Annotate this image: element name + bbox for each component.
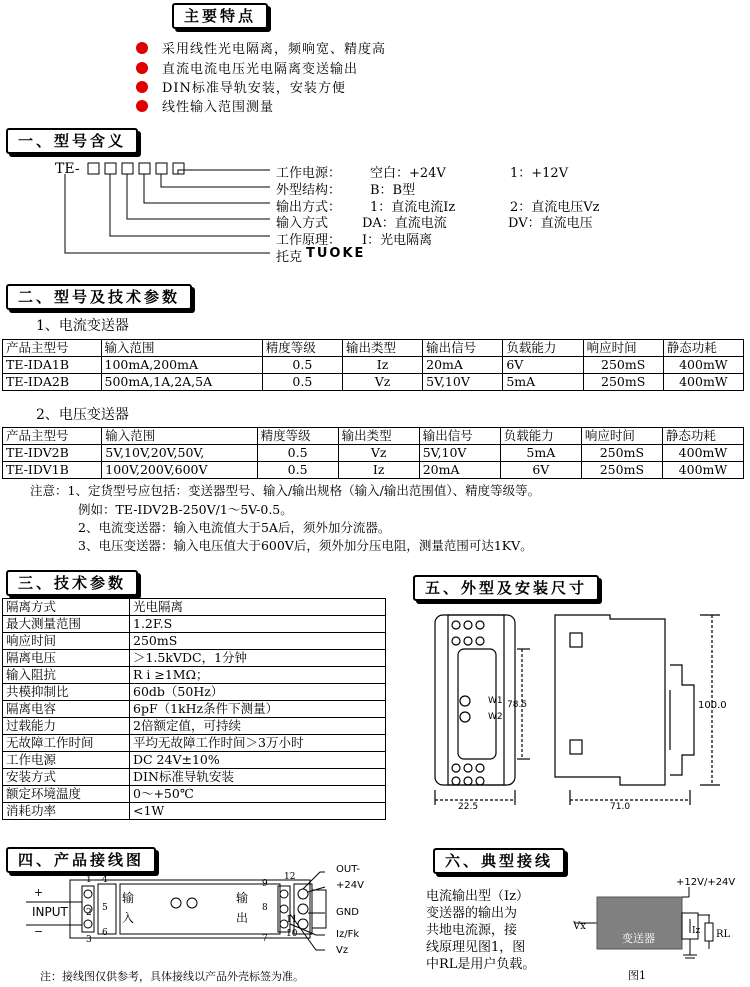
param-name-cell: 隔离方式	[3, 599, 130, 616]
typical-text-line: 中RL是用户负载。	[426, 957, 536, 972]
dimension-label: 100.0	[698, 700, 727, 711]
param-name-cell: 工作电源	[3, 752, 130, 769]
model-line-label: 工作电源：	[276, 166, 342, 181]
param-value-cell: ＞1.5kVDC，1分钟	[130, 650, 386, 667]
model-line-value: 2：直流电压Vz	[510, 200, 600, 215]
input-minus-label: −	[34, 925, 44, 938]
terminal-label: Vz	[336, 945, 349, 956]
dimension-drawing	[420, 605, 740, 815]
table-cell: 250mS	[583, 374, 663, 391]
header-cell: 静态功耗	[662, 428, 743, 445]
wiring-note: 注：接线图仅供参考，具体接线以产品外壳标签为准。	[40, 970, 304, 983]
typical-text-line: 电流输出型（Iz）	[426, 889, 529, 904]
param-name-cell: 隔离电压	[3, 650, 130, 667]
pin-number: 1	[86, 875, 92, 885]
param-name-cell: 响应时间	[3, 633, 130, 650]
param-value-cell: 2倍额定值，可持续	[130, 718, 386, 735]
header-cell: 输出信号	[423, 340, 503, 357]
pin-number: 7	[262, 934, 268, 944]
typical-text-line: 变送器的输出为	[426, 906, 518, 921]
led-label: W2	[488, 712, 503, 722]
param-value-cell: 0～+50℃	[130, 786, 386, 803]
header-cell: 精度等级	[262, 340, 342, 357]
pin-number: 4	[102, 875, 108, 885]
table-cell: 100V,200V,600V	[102, 462, 257, 479]
param-name-cell: 最大测量范围	[3, 616, 130, 633]
table-row	[3, 616, 386, 633]
param-value-cell: R i ≥1MΩ；	[130, 667, 386, 684]
dimension-label: 78.5	[507, 700, 528, 710]
model-meaning-heading: 一、型号含义	[6, 128, 138, 154]
table-row	[3, 684, 386, 701]
note-line: 例如：TE-IDV2B-250V/1～5V-0.5。	[78, 502, 293, 517]
table-cell: 250mS	[583, 357, 663, 374]
param-name-cell: 安装方式	[3, 769, 130, 786]
param-value-cell: 光电隔离	[130, 599, 386, 616]
figure-caption: 图1	[628, 969, 646, 982]
param-value-cell: 1.2F.S	[130, 616, 386, 633]
table-cell: 0.5	[262, 357, 342, 374]
dimensions-heading: 五、外型及安装尺寸	[413, 575, 599, 601]
terminal-label: GND	[336, 907, 359, 918]
table-cell: TE-IDV1B	[3, 462, 102, 479]
table-header-row	[3, 340, 744, 357]
table-cell: 0.5	[257, 462, 338, 479]
model-line-value: I：光电隔离	[362, 233, 433, 248]
table-cell: 250mS	[581, 462, 662, 479]
input-plus-label: +	[34, 886, 44, 899]
table-row	[3, 650, 386, 667]
table-cell: Vz	[338, 445, 419, 462]
param-name-cell: 额定环境温度	[3, 786, 130, 803]
features-heading: 主要特点	[172, 3, 268, 29]
header-cell: 输入范围	[102, 428, 257, 445]
table-cell: 5V,10V	[419, 445, 500, 462]
table-row	[3, 599, 386, 616]
table-cell: 5V,10V,20V,50V,	[102, 445, 257, 462]
table-cell: 400mW	[663, 357, 743, 374]
typical-text-line: 线原理见图1，图	[426, 940, 526, 955]
header-cell: 输出信号	[419, 428, 500, 445]
model-line-value: 1：+12V	[510, 166, 569, 181]
current-transmitter-table	[2, 339, 744, 391]
led-label: W1	[488, 696, 503, 706]
table-cell: TE-IDA2B	[3, 374, 102, 391]
table-header-row	[3, 428, 744, 445]
model-line-value: B：B型	[370, 183, 416, 198]
supply-label: +12V/+24V	[676, 877, 736, 888]
param-value-cell: <1W	[130, 803, 386, 820]
table-cell: Iz	[342, 357, 422, 374]
typical-wiring-heading: 六、典型接线	[433, 848, 565, 874]
table-cell: Vz	[342, 374, 422, 391]
table-cell: 0.5	[257, 445, 338, 462]
iz-label: Iz	[692, 926, 701, 936]
table-row	[3, 633, 386, 650]
table-cell: 250mS	[581, 445, 662, 462]
param-value-cell: 250mS	[130, 633, 386, 650]
output-side-label: 输出	[236, 891, 249, 925]
bullet-icon	[136, 62, 148, 74]
pin-number: 12	[284, 872, 296, 882]
table-row	[3, 735, 386, 752]
table-row	[3, 718, 386, 735]
param-value-cell: DIN标准导轨安装	[130, 769, 386, 786]
table-cell: 20mA	[423, 357, 503, 374]
feature-item: 直流电流电压光电隔离变送输出	[162, 62, 359, 77]
table-cell: 500mA,1A,2A,5A	[101, 374, 262, 391]
pin-number: 11	[286, 915, 298, 925]
param-name-cell: 输入阻抗	[3, 667, 130, 684]
terminal-label: +24V	[336, 880, 364, 891]
param-value-cell: 平均无故障工作时间＞3万小时	[130, 735, 386, 752]
brand-text: TUOKE	[306, 246, 366, 261]
table-cell: 5V,10V	[423, 374, 503, 391]
param-name-cell: 隔离电容	[3, 701, 130, 718]
header-cell: 负载能力	[500, 428, 581, 445]
feature-item: DIN标准导轨安装，安装方便	[162, 81, 346, 96]
header-cell: 产品主型号	[3, 428, 102, 445]
header-cell: 静态功耗	[663, 340, 743, 357]
model-line-label: 外型结构：	[276, 183, 342, 198]
table-cell: 5mA	[503, 374, 583, 391]
header-cell: 产品主型号	[3, 340, 102, 357]
param-value-cell: 6pF（1kHz条件下测量）	[130, 701, 386, 718]
table-row	[3, 374, 744, 391]
table-cell: 6V	[500, 462, 581, 479]
pin-number: 3	[86, 935, 92, 945]
current-transmitter-subheading: 1、电流变送器	[36, 318, 129, 334]
table-row	[3, 667, 386, 684]
wiring-heading: 四、产品接线图	[6, 847, 156, 873]
feature-item: 线性输入范围测量	[162, 100, 275, 115]
table-cell: 400mW	[662, 462, 743, 479]
specs-heading: 二、型号及技术参数	[6, 284, 192, 310]
model-line-label: 工作原理：	[276, 233, 342, 248]
table-cell: 5mA	[500, 445, 581, 462]
model-line-label: 输出方式：	[276, 200, 342, 215]
table-row	[3, 752, 386, 769]
tech-params-table	[2, 598, 386, 820]
table-cell: 20mA	[419, 462, 500, 479]
param-name-cell: 无故障工作时间	[3, 735, 130, 752]
bullet-icon	[136, 81, 148, 93]
param-value-cell: DC 24V±10%	[130, 752, 386, 769]
header-cell: 输出类型	[342, 340, 422, 357]
param-value-cell: 60db（50Hz）	[130, 684, 386, 701]
header-cell: 精度等级	[257, 428, 338, 445]
input-side-label: 输入	[122, 891, 135, 925]
table-row	[3, 786, 386, 803]
bullet-icon	[136, 100, 148, 112]
table-cell: 400mW	[663, 374, 743, 391]
table-cell: Iz	[338, 462, 419, 479]
voltage-transmitter-table	[2, 427, 744, 479]
tech-params-heading: 三、技术参数	[6, 570, 138, 596]
input-label: INPUT	[32, 905, 68, 919]
vx-label: Vx	[573, 921, 586, 932]
table-cell: 100mA,200mA	[101, 357, 262, 374]
table-cell: 400mW	[662, 445, 743, 462]
param-name-cell: 过载能力	[3, 718, 130, 735]
voltage-transmitter-subheading: 2、电压变送器	[36, 407, 129, 423]
rl-label: RL	[716, 929, 731, 940]
table-cell: 6V	[503, 357, 583, 374]
model-line-value: DA：直流电流	[362, 216, 447, 231]
pin-number: 2	[86, 908, 92, 918]
terminal-label: Iz/Fk	[336, 929, 360, 940]
note-line: 3、电压变送器：输入电压值大于600V后，须外加分压电阻，测量范围可达1KV。	[78, 538, 533, 553]
table-cell: TE-IDV2B	[3, 445, 102, 462]
dimension-label: 22.5	[458, 802, 479, 812]
header-cell: 输入范围	[101, 340, 262, 357]
table-cell: 0.5	[262, 374, 342, 391]
feature-item: 采用线性光电隔离，频响宽、精度高	[162, 42, 387, 57]
param-name-cell: 消耗功率	[3, 803, 130, 820]
header-cell: 负载能力	[503, 340, 583, 357]
table-row	[3, 701, 386, 718]
transmitter-box-label: 变送器	[622, 932, 655, 945]
table-cell: TE-IDA1B	[3, 357, 102, 374]
model-line-label: 托克	[276, 250, 303, 265]
param-name-cell: 共模抑制比	[3, 684, 130, 701]
header-cell: 响应时间	[581, 428, 662, 445]
pin-number: 10	[286, 929, 298, 939]
table-row	[3, 803, 386, 820]
table-row	[3, 462, 744, 479]
typical-circuit-figure	[565, 875, 745, 975]
dimension-label: 71.0	[610, 802, 631, 812]
model-line-value: DV：直流电压	[508, 216, 593, 231]
terminal-label: OUT-	[336, 864, 360, 875]
bullet-icon	[136, 42, 148, 54]
header-cell: 输出类型	[338, 428, 419, 445]
typical-text-line: 共地电流源，接	[426, 923, 518, 938]
header-cell: 响应时间	[583, 340, 663, 357]
pin-number: 8	[262, 903, 268, 913]
pin-number: 6	[102, 928, 108, 938]
table-row	[3, 445, 744, 462]
model-line-value: 1：直流电流Iz	[370, 200, 456, 215]
model-line-value: 空白：+24V	[370, 166, 446, 181]
pin-number: 5	[102, 903, 108, 913]
pin-number: 9	[262, 879, 268, 889]
note-line: 注意：1、定货型号应包括：变送器型号、输入/输出规格（输入/输出范围值）、精度等级等。	[30, 483, 541, 498]
table-row	[3, 357, 744, 374]
note-line: 2、电流变送器：输入电流值大于5A后，须外加分流器。	[78, 520, 391, 535]
model-prefix: TE-	[55, 161, 80, 177]
model-line-label: 输入方式	[276, 216, 329, 231]
table-row	[3, 769, 386, 786]
